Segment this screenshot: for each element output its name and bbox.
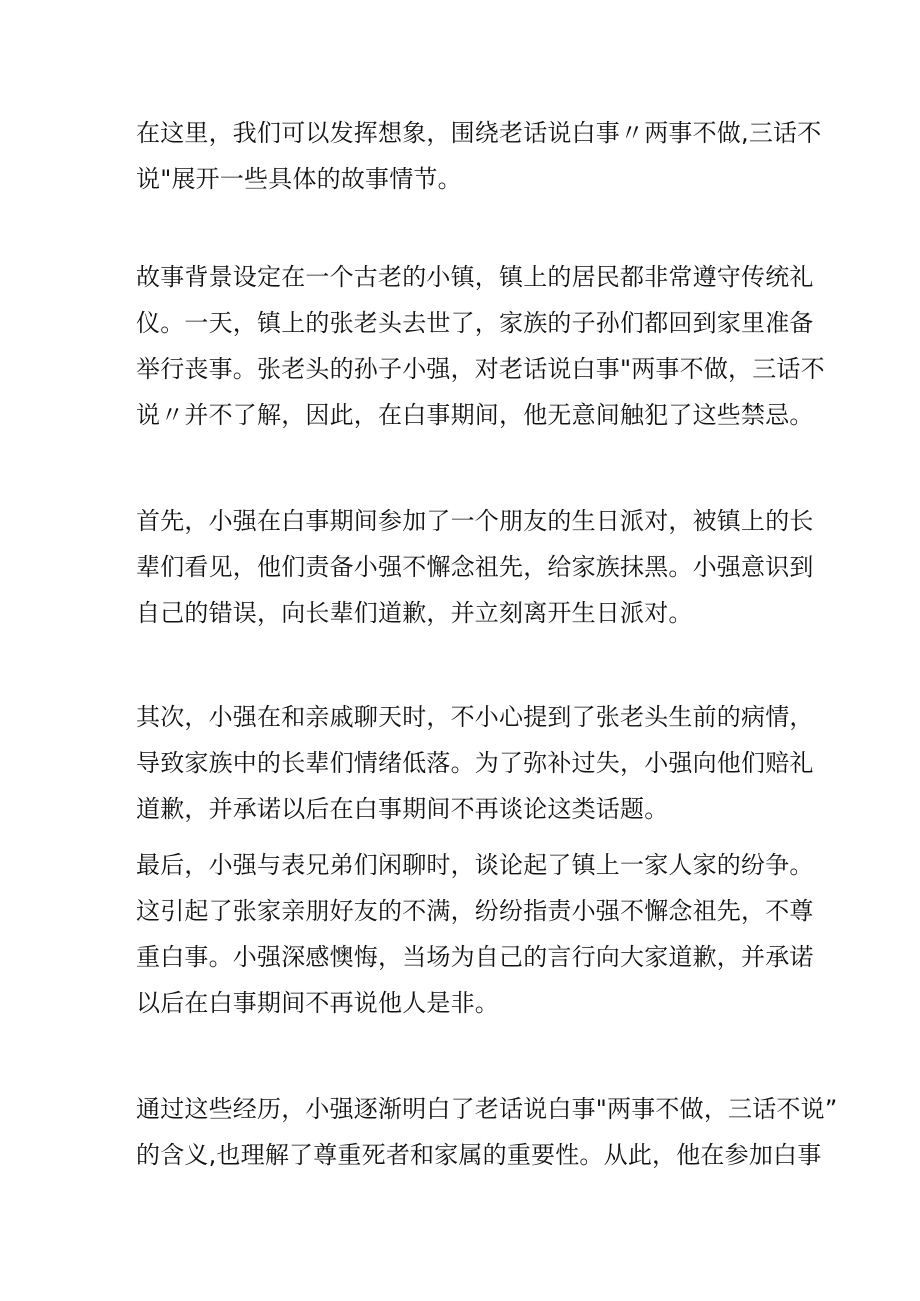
text-line: 以后在白事期间不再说他人是非。	[136, 989, 499, 1017]
text-line: 的含义,也理解了尊重死者和家属的重要性。从此，他在参加白事	[136, 1141, 822, 1169]
paragraph-first	[136, 498, 814, 636]
text-line: 导致家族中的长辈们情绪低落。为了弥补过失，小强向他们赔礼	[136, 749, 814, 777]
text-line: 自己的错误，向长辈们道歉，并立刻离开生日派对。	[136, 599, 693, 627]
paragraph-second	[136, 694, 814, 832]
text-line: 道歉，并承诺以后在白事期间不再谈论这类话题。	[136, 795, 669, 823]
text-line: 仪。一天，镇上的张老头去世了，家族的子孙们都回到家里准备	[136, 309, 814, 337]
text-line: 说〃并不了解，因此，在白事期间，他无意间触犯了这些禁忌。	[136, 401, 814, 429]
text-line: 举行丧事。张老头的孙子小强，对老话说白事"两事不做，三话不	[136, 355, 825, 383]
text-line: 首先，小强在白事期间参加了一个朋友的生日派对，被镇上的长	[136, 507, 814, 535]
text-line: 其次，小强在和亲戚聊天时，不小心提到了张老头生前的病情，	[136, 703, 814, 731]
paragraph-conclusion	[136, 1086, 838, 1178]
text-line: 辈们看见，他们责备小强不懈念祖先，给家族抹黑。小强意识到	[136, 553, 814, 581]
paragraph-intro	[136, 110, 822, 202]
text-line: 说"展开一些具体的故事情节。	[136, 165, 462, 193]
text-line: 故事背景设定在一个古老的小镇，镇上的居民都非常遵守传统礼	[136, 263, 814, 291]
text-line: 重白事。小强深感懊悔，当场为自己的言行向大家道歉，并承诺	[136, 943, 814, 971]
paragraph-third	[136, 842, 814, 1026]
text-line: 在这里，我们可以发挥想象，围绕老话说白事〃两事不做,三话不	[136, 119, 822, 147]
text-line: 这引起了张家亲朋好友的不满，纷纷指责小强不懈念祖先，不尊	[136, 897, 814, 925]
text-line: 通过这些经历，小强逐渐明白了老话说白事"两事不做，三话不说”	[136, 1095, 838, 1123]
paragraph-background	[136, 254, 825, 438]
text-line: 最后，小强与表兄弟们闲聊时，谈论起了镇上一家人家的纷争。	[136, 851, 814, 879]
